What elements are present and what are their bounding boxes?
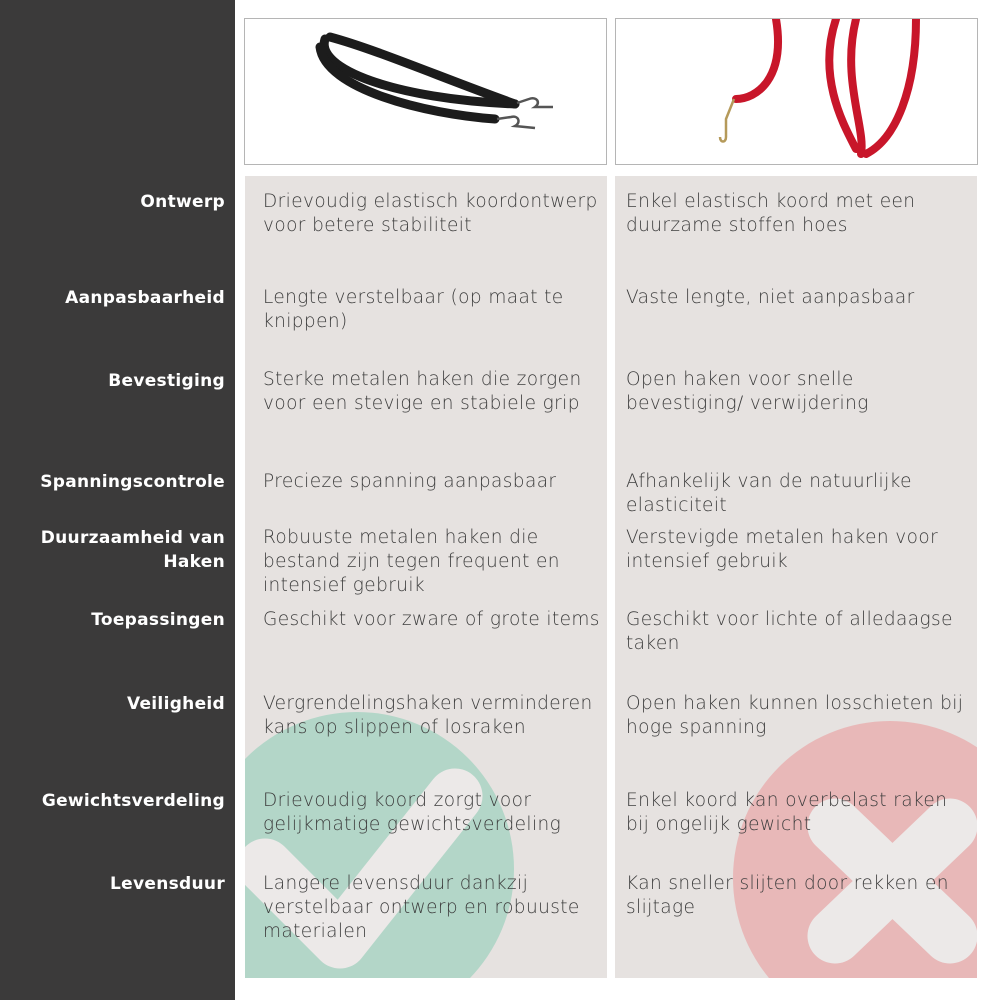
row-label: Toepassingen bbox=[91, 610, 225, 630]
cell-option-a: Vergrendelingshaken verminderen kans op slippen of losraken bbox=[263, 693, 593, 738]
row-label: Ontwerp bbox=[140, 192, 225, 212]
cell-option-b: Vaste lengte, niet aanpasbaar bbox=[626, 287, 915, 308]
cell-option-a: Sterke metalen haken die zorgen voor een stevige en stabiele grip bbox=[263, 369, 582, 414]
product-image-red-bungee bbox=[615, 18, 978, 165]
cell-option-a: Drievoudig koord zorgt voor gelijkmatige gewichtsverdeling bbox=[263, 790, 562, 835]
cell-option-a: Robuuste metalen haken die bestand zijn tegen frequent en intensief gebruik bbox=[263, 527, 560, 596]
cell-option-a: Precieze spanning aanpasbaar bbox=[263, 471, 557, 492]
cell-option-b: Kan sneller slijten door rekken en slijtage bbox=[626, 873, 949, 918]
cell-option-b: Afhankelijk van de natuurlijke elasticiteit bbox=[626, 471, 912, 516]
row-label: Levensduur bbox=[110, 874, 225, 894]
cell-option-a: Langere levensduur dankzij verstelbaar ontwerp en robuuste materialen bbox=[263, 873, 580, 942]
cell-option-a: Drievoudig elastisch koordontwerp voor betere stabiliteit bbox=[263, 191, 598, 236]
product-image-black-bungee bbox=[244, 18, 607, 165]
sidebar bbox=[0, 0, 235, 1000]
row-label: Gewichtsverdeling bbox=[41, 791, 225, 811]
cell-option-b: Enkel elastisch koord met een duurzame stoffen hoes bbox=[626, 191, 916, 236]
row-label: Spanningscontrole bbox=[40, 472, 225, 492]
cell-option-b: Enkel koord kan overbelast raken bij ongelijk gewicht bbox=[626, 790, 948, 835]
cell-option-b: Verstevigde metalen haken voor intensief gebruik bbox=[626, 527, 939, 572]
cell-option-a: Geschikt voor zware of grote items bbox=[263, 609, 600, 630]
cell-option-b: Open haken voor snelle bevestiging/ verwijdering bbox=[626, 369, 869, 414]
row-label: Duurzaamheid van Haken bbox=[40, 528, 225, 572]
row-label: Veiligheid bbox=[126, 694, 225, 714]
row-label: Aanpasbaarheid bbox=[65, 288, 225, 308]
cell-option-a: Lengte verstelbaar (op maat te knippen) bbox=[263, 287, 564, 332]
cell-option-b: Geschikt voor lichte of alledaagse taken bbox=[626, 609, 953, 654]
cell-option-b: Open haken kunnen losschieten bij hoge spanning bbox=[626, 693, 964, 738]
row-label: Bevestiging bbox=[108, 371, 225, 391]
